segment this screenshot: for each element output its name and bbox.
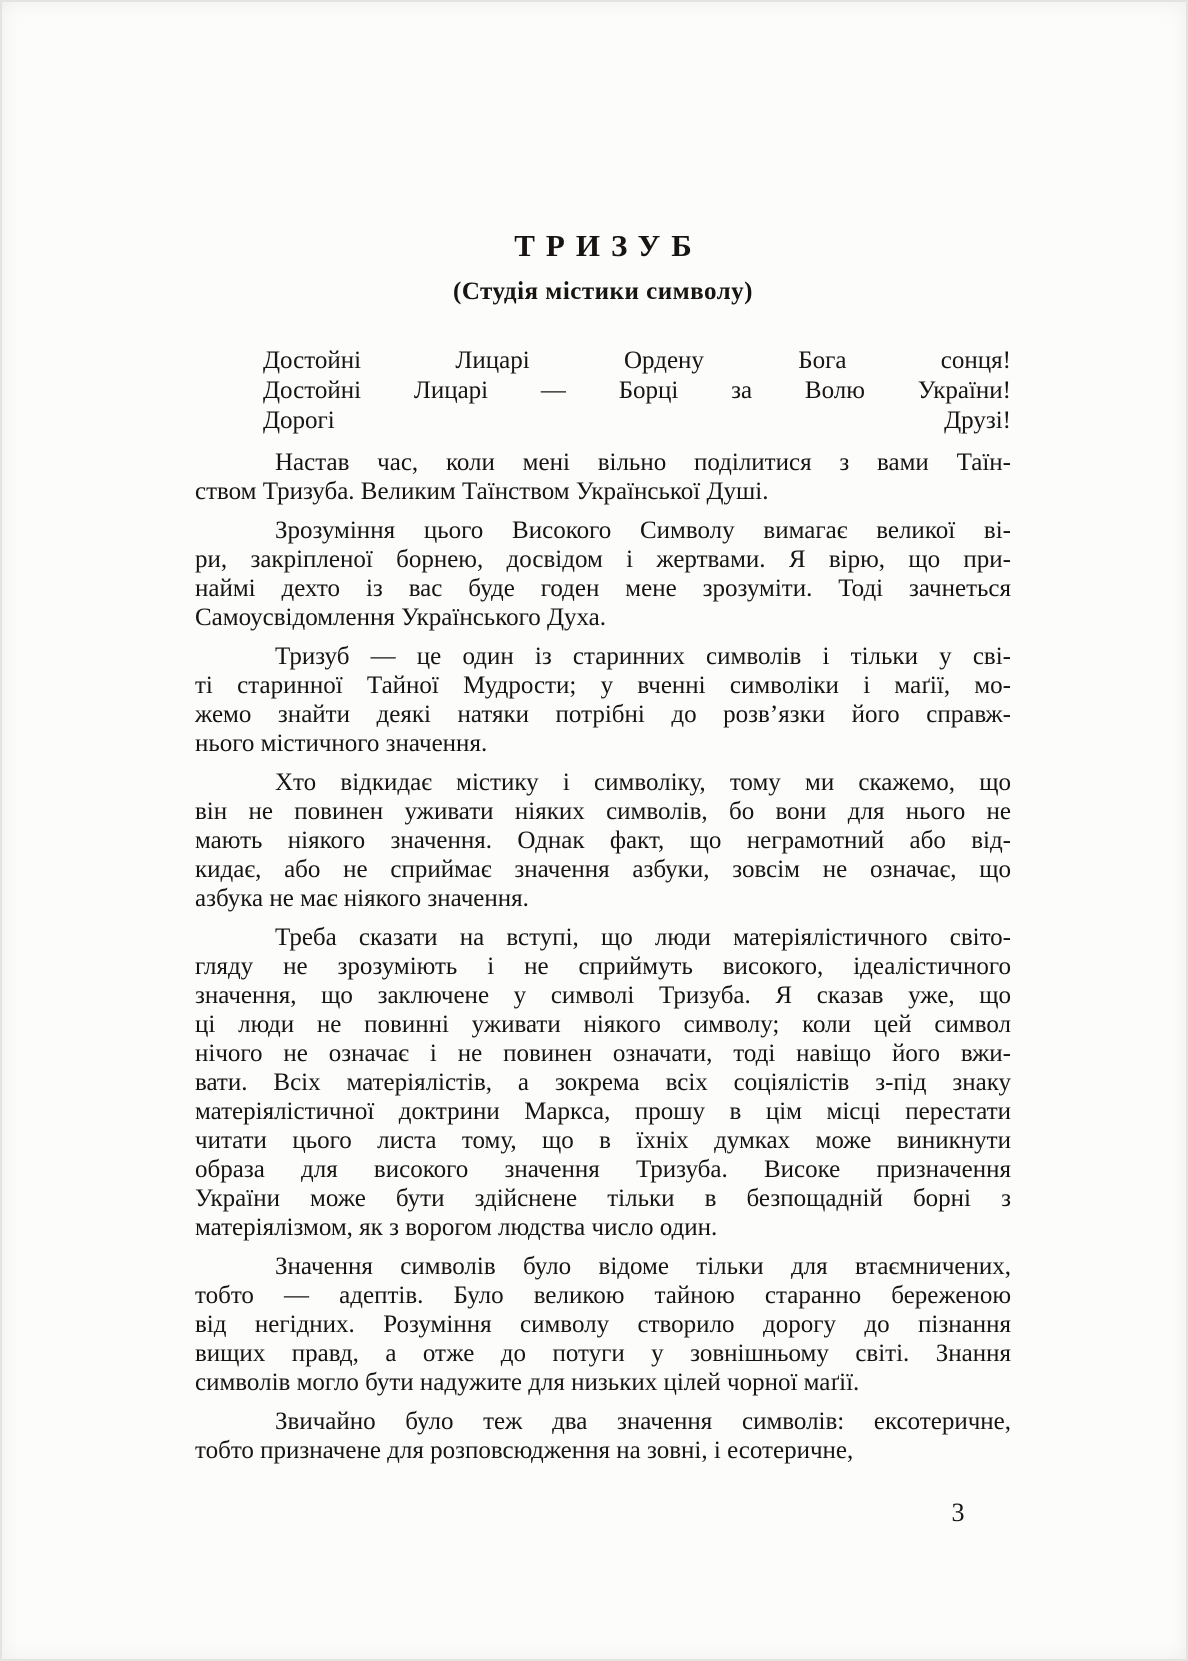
paragraph-2 <box>195 516 1011 632</box>
page-number: 3 <box>951 1498 965 1527</box>
text-line: Достойні Лицарі — Борці за Волю України! <box>263 377 1011 404</box>
text-line: ті старинної Тайної Мудрости; у вченні символіки і маґії, мо- <box>195 672 1011 699</box>
text-line: вищих правд, а отже до потуги у зовнішньому світі. Знання <box>195 1340 1011 1367</box>
text-line: України може бути здійснене тільки в безпощадній борні з <box>195 1185 1011 1212</box>
paragraph-4 <box>195 768 1011 913</box>
text-line: Самоусвідомлення Українського Духа. <box>195 604 607 631</box>
text-line: символів могло бути надужите для низьких цілей чорної маґії. <box>195 1369 860 1396</box>
paragraph-6 <box>195 1252 1011 1397</box>
text-line: жемо знайти деякі натяки потрібні до розв’язки його справж- <box>195 701 1011 728</box>
paragraph-1 <box>195 448 1011 506</box>
text-line: вати. Всіх матеріялістів, а зокрема всіх соціялістів з-під знаку <box>195 1069 1011 1096</box>
text-line: матеріялізмом, як з ворогом людства число один. <box>195 1214 718 1241</box>
text-line: наймі дехто із вас буде годен мене зрозуміти. Тоді зачнеться <box>195 575 1011 602</box>
paragraph-5 <box>195 923 1011 1242</box>
text-line: значення, що заключене у символі Тризуба. Я сказав уже, що <box>195 982 1011 1009</box>
text-line: ці люди не повинні уживати ніякого символу; коли цей символ <box>195 1011 1011 1038</box>
paragraph-3 <box>195 642 1011 758</box>
text-line: Настав час, коли мені вільно поділитися з вами Таїн- <box>275 449 1011 476</box>
text-line: ри, закріпленої борнею, досвідом і жертвами. Я вірю, що при- <box>195 546 1011 573</box>
text-line: від негідних. Розуміння символу створило дорогу до пізнання <box>195 1311 1011 1338</box>
text-line: тобто призначене для розповсюдження на зовні, і есотеричне, <box>195 1437 854 1464</box>
text-line: кидає, або не сприймає значення азбуки, зовсім не означає, що <box>195 856 1011 883</box>
text-line: матеріялістичної доктрини Маркса, прошу в цім місці перестати <box>195 1098 1011 1125</box>
text-line: Треба сказати на вступі, що люди матеріялістичного світо- <box>275 924 1011 951</box>
text-line: Зрозуміння цього Високого Символу вимагає великої ві- <box>275 517 1011 544</box>
text-line: він не повинен уживати ніяких символів, бо вони для нього не <box>195 798 1011 825</box>
text-line: читати цього листа тому, що в їхніх думках може виникнути <box>195 1127 1011 1154</box>
text-column <box>195 0 1011 1465</box>
text-line: азбука не має ніякого значення. <box>195 885 529 912</box>
text-line: Тризуб — це один із старинних символів і тільки у сві- <box>275 643 1011 670</box>
text-line: нього містичного значення. <box>195 730 488 757</box>
text-line: Дорогі Друзі! <box>263 407 1011 434</box>
text-line: гляду не зрозуміють і не сприймуть високого, ідеалістичного <box>195 953 1011 980</box>
text-line: Звичайно було теж два значення символів: ексотеричне, <box>275 1408 1011 1435</box>
text-line: Хто відкидає містику і символіку, тому ми скажемо, що <box>275 769 1011 796</box>
text-line: Достойні Лицарі Ордену Бога сонця! <box>263 347 1011 374</box>
body-text <box>195 448 1011 1465</box>
salutation-block <box>195 346 1011 436</box>
page-subtitle: (Студія містики символу) <box>453 278 753 305</box>
text-line: нічого не означає і не повинен означати, тоді навіщо його вжи- <box>195 1040 1011 1067</box>
text-line: ством Тризуба. Великим Таїнством Української Душі. <box>195 478 769 505</box>
text-line: тобто — адептів. Було великою тайною старанно береженою <box>195 1282 1011 1309</box>
text-line: образа для високого значення Тризуба. Високе призначення <box>195 1156 1011 1183</box>
text-line: Значення символів було відоме тільки для втаємничених, <box>275 1253 1011 1280</box>
paragraph-7 <box>195 1407 1011 1465</box>
page-title: ТРИЗУБ <box>514 228 703 263</box>
text-line: мають ніякого значення. Однак факт, що неграмотний або від- <box>195 827 1011 854</box>
